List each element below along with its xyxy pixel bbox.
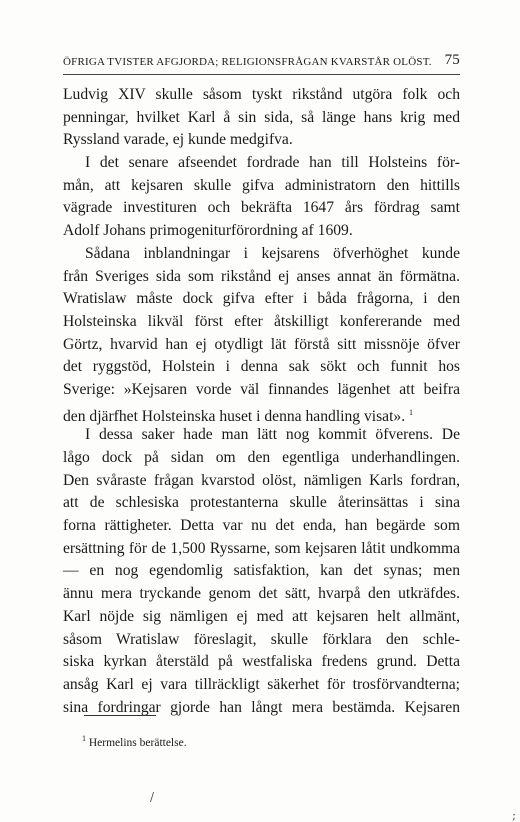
text-line: Holsteinska likväl först efter åtskilligt konfererande med bbox=[63, 312, 460, 330]
text-line: sina fordringar gjorde han långt mera bestämda. Kejsaren bbox=[63, 698, 460, 716]
body-text bbox=[63, 84, 460, 719]
running-head-title: ÖFRIGA TVISTER AFGJORDA; RELIGIONSFRÅGAN KVARSTÅR OLÖST. bbox=[63, 56, 432, 68]
text-line: mån, att kejsaren skulle gifva administratorn den hittills bbox=[63, 176, 460, 194]
footnote-marker: 1 bbox=[82, 734, 86, 743]
text-line: penningar, hvilket Karl å sin sida, så länge hans krig med bbox=[63, 108, 460, 126]
text-line: — en nog egendomlig satisfaktion, kan det synas; men bbox=[63, 562, 460, 580]
text-line: såsom Wratislaw föreslagit, skulle förklara den schle- bbox=[63, 630, 460, 648]
text-line: Görtz, hvarvid han ej otydligt lät förstå sitt missnöje öfver bbox=[63, 335, 460, 353]
footnote-rule bbox=[84, 715, 156, 716]
text-line: siska kyrkan återstäld på westfaliska fredens grund. Detta bbox=[63, 653, 460, 671]
text-line: vägrade investituren och bekräfta 1647 års fördrag samt bbox=[63, 199, 460, 217]
text-line: Sverige: »Kejsaren vorde väl finnandes lägenhet att beifra bbox=[63, 380, 460, 398]
text-line: forna rättigheter. Detta var nu det enda, han begärde som bbox=[63, 517, 460, 535]
running-head bbox=[63, 52, 460, 72]
text-line: det ryggstöd, Holstein i denna sak sökt och funnit hos bbox=[63, 358, 460, 376]
text-line: att de schlesiska protestanterna skulle återinsättas i sina bbox=[63, 494, 460, 512]
text-line: Sådana inblandningar i kejsarens öfverhöghet kunde bbox=[85, 244, 460, 262]
text-line: den djärfhet Holsteinska huset i denna handling visat». bbox=[63, 407, 406, 425]
stray-ink-mark: / bbox=[150, 790, 155, 804]
text-line: Adolf Johans primogeniturförordning af 1609. bbox=[63, 222, 353, 240]
text-line-with-note bbox=[63, 402, 460, 425]
text-line: Karl nöjde sig nämligen ej med att kejsaren helt allmänt, bbox=[63, 607, 460, 625]
footnote bbox=[82, 734, 187, 749]
text-line: från Sveriges sida som rikstånd ej anses annat än förmätna. bbox=[63, 267, 460, 285]
stray-ink-mark: ; bbox=[512, 808, 517, 822]
text-line: Wratislaw måste dock gifva efter i båda frågorna, i den bbox=[63, 290, 460, 308]
text-line: I dessa saker hade man lätt nog kommit öfverens. De bbox=[85, 426, 460, 444]
text-line: ansåg Karl ej vara tillräckligt säkerhet för trosförvandterna; bbox=[63, 675, 460, 693]
footnote-text: Hermelins berättelse. bbox=[88, 736, 187, 749]
text-line: ännu mera tryckande genom det sätt, hvarpå den utkräfdes. bbox=[63, 585, 460, 603]
text-line: I det senare afseendet fordrade han till Holsteins för- bbox=[85, 154, 460, 172]
text-line: lågo dock på sidan om den egentliga underhandlingen. bbox=[63, 449, 460, 466]
text-line: Ludvig XIV skulle såsom tyskt rikstånd utgöra folk och bbox=[63, 86, 460, 103]
page-number: 75 bbox=[444, 52, 460, 68]
text-line: ersättning för de 1,500 Ryssarne, som kejsaren låtit undkomma bbox=[63, 539, 460, 557]
header-rule bbox=[63, 74, 460, 75]
text-line: Ryssland varade, ej kunde medgifva. bbox=[63, 131, 293, 149]
footnote-reference: 1 bbox=[409, 407, 414, 417]
text-line: Den svåraste frågan kvarstod olöst, nämligen Karls fordran, bbox=[63, 471, 460, 489]
